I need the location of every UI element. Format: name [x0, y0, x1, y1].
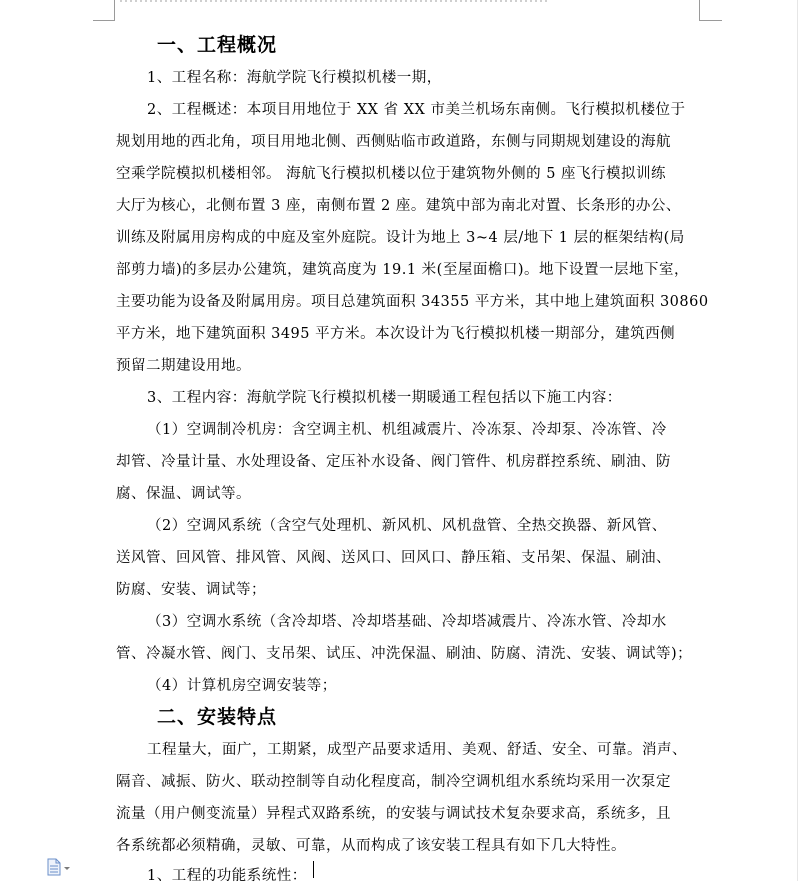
paragraph-line: 防腐、安装、调试等；	[116, 582, 266, 598]
paragraph-line: 大厅为核心，北侧布置 3 座，南侧布置 2 座。建筑中部为南北对置、长条形的办公、	[116, 198, 681, 214]
margin-corner-top-left	[93, 0, 115, 21]
section-heading-installation: 二、安装特点	[157, 706, 278, 728]
paragraph-line: （1）空调制冷机房：含空调主机、机组减震片、冷冻泵、冷却泵、冷冻管、冷	[147, 422, 667, 438]
section-heading-overview: 一、工程概况	[157, 34, 278, 56]
paragraph-line: 却管、冷量计量、水处理设备、定压补水设备、阀门管件、机房群控系统、刷油、防	[116, 454, 671, 470]
paragraph-line: 部剪力墙)的多层办公建筑，建筑高度为 19.1 米(至屋面檐口)。地下设置一层地下室，	[116, 262, 689, 278]
paragraph-line: 腐、保温、调试等。	[116, 486, 251, 502]
paragraph-line: 预留二期建设用地。	[116, 358, 251, 374]
document-icon[interactable]	[46, 858, 72, 876]
paragraph-line: 送风管、回风管、排风管、风阀、送风口、回风口、静压箱、支吊架、保温、刷油、	[116, 550, 671, 566]
paragraph-line: （2）空调风系统（含空气处理机、新风机、风机盘管、全热交换器、新风管、	[147, 518, 667, 534]
paragraph-line: （3）空调水系统（含冷却塔、冷却塔基础、冷却塔减震片、冷冻水管、冷却水	[147, 614, 667, 630]
paragraph-line: 隔音、减振、防火、联动控制等自动化程度高，制冷空调机组水系统均采用一次泵定	[116, 774, 671, 790]
header-dotted-line	[120, 0, 550, 2]
paragraph-line: 平方米，地下建筑面积 3495 平方米。本次设计为飞行模拟机楼一期部分，建筑西侧	[116, 326, 676, 342]
paragraph-line: 管、冷凝水管、阀门、支吊架、试压、冲洗保温、刷油、防腐、清洗、安装、调试等)；	[116, 646, 693, 662]
paragraph-line: 各系统都必须精确，灵敏、可靠，从而构成了该安装工程具有如下几大特性。	[116, 838, 626, 854]
paragraph-line: 3、工程内容：海航学院飞行模拟机楼一期暖通工程包括以下施工内容：	[147, 390, 622, 406]
paragraph-line: 1、工程的功能系统性：	[147, 868, 307, 884]
paragraph-line: 1、工程名称：海航学院飞行模拟机楼一期，	[147, 70, 442, 86]
paragraph-line: 2、工程概述：本项目用地位于 XX 省 XX 市美兰机场东南侧。飞行模拟机楼位于	[147, 102, 686, 118]
paragraph-line: 工程量大，面广，工期紧，成型产品要求适用、美观、舒适、安全、可靠。消声、	[147, 742, 687, 758]
paragraph-line: 流量（用户侧变流量）异程式双路系统，的安装与调试技术复杂要求高，系统多，且	[116, 806, 671, 822]
margin-corner-top-right	[699, 0, 722, 21]
text-cursor	[313, 861, 314, 878]
paragraph-line: 空乘学院模拟机楼相邻。 海航飞行模拟机楼以位于建筑物外侧的 5 座飞行模拟训练	[116, 166, 667, 182]
paragraph-line: 训练及附属用房构成的中庭及室外庭院。设计为地上 3~4 层/地下 1 层的框架结构(局	[116, 230, 685, 246]
paragraph-line: 规划用地的西北角，项目用地北侧、西侧贴临市政道路，东侧与同期规划建设的海航	[116, 134, 671, 150]
paragraph-line: 主要功能为设备及附属用房。项目总建筑面积 34355 平方米，其中地上建筑面积 30860	[116, 294, 709, 310]
paragraph-line: （4）计算机房空调安装等；	[147, 678, 337, 694]
